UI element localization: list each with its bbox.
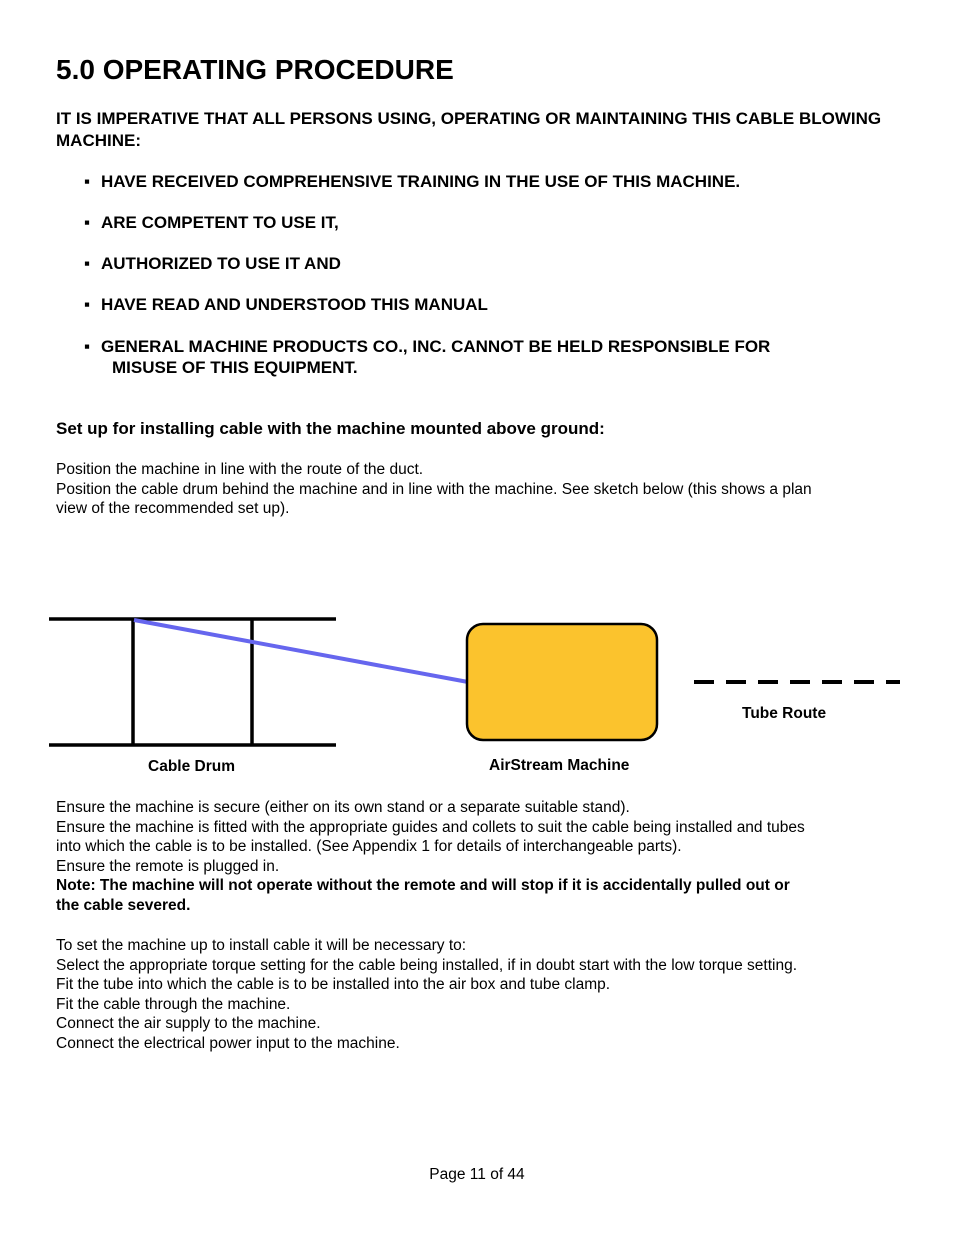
text-line: into which the cable is to be installed. (See Appendix 1 for details of interchangeable parts). — [56, 838, 682, 855]
bullet-marker: ▪ — [84, 254, 91, 273]
cable-drum-label: Cable Drum — [148, 758, 235, 775]
bullet-text: ARE COMPETENT TO USE IT, — [101, 213, 339, 232]
cable-drum — [49, 619, 336, 745]
bullet-marker: ▪ — [84, 172, 91, 191]
text-line: Ensure the machine is secure (either on its own stand or a separate suitable stand). — [56, 799, 630, 816]
bullet-item — [84, 212, 884, 233]
bullet-item — [84, 171, 884, 192]
text-line: To set the machine up to install cable it will be necessary to: — [56, 937, 467, 954]
note-line: the cable severed. — [56, 896, 191, 914]
bullet-marker: ▪ — [84, 213, 91, 232]
text-line: Fit the tube into which the cable is to be installed into the air box and tube clamp. — [56, 976, 611, 993]
bullet-marker: ▪ — [84, 337, 91, 356]
text-line: Select the appropriate torque setting for the cable being installed, if in doubt start with the low torque setting. — [56, 956, 798, 974]
bullet-text: HAVE RECEIVED COMPREHENSIVE TRAINING IN THE USE OF THIS MACHINE. — [101, 172, 741, 191]
text-line: view of the recommended set up). — [56, 500, 290, 517]
cable-line — [134, 620, 468, 682]
bullet-marker: ▪ — [84, 295, 91, 314]
tube-route-label: Tube Route — [742, 705, 827, 722]
bullet-text: HAVE READ AND UNDERSTOOD THIS MANUAL — [101, 295, 488, 314]
text-line: Position the machine in line with the route of the duct. — [56, 461, 424, 478]
bullet-item — [84, 336, 884, 378]
text-line: Ensure the remote is plugged in. — [56, 857, 280, 875]
setup-diagram — [0, 600, 954, 790]
setup-instructions — [56, 460, 906, 519]
page-title: 5.0 OPERATING PROCEDURE — [56, 54, 454, 85]
airstream-machine-box — [467, 624, 657, 740]
bullet-item — [84, 294, 884, 315]
bullet-text-continued: MISUSE OF THIS EQUIPMENT. — [112, 358, 358, 377]
page-number: Page 11 of 44 — [429, 1166, 525, 1183]
bullet-item — [84, 253, 884, 274]
text-line: Connect the electrical power input to the machine. — [56, 1034, 400, 1052]
intro-statement: IT IS IMPERATIVE THAT ALL PERSONS USING, OPERATING OR MAINTAINING THIS CABLE BLOWING MACHINE: — [56, 109, 882, 150]
text-line: Ensure the machine is fitted with the appropriate guides and collets to suit the cable being installed and tubes — [56, 818, 805, 836]
ensure-instructions — [56, 798, 906, 915]
airstream-machine-label: AirStream Machine — [489, 757, 630, 774]
setup-heading: Set up for installing cable with the machine mounted above ground: — [56, 419, 605, 438]
text-line: Fit the cable through the machine. — [56, 995, 291, 1013]
bullet-text: AUTHORIZED TO USE IT AND — [101, 254, 341, 273]
text-line: Connect the air supply to the machine. — [56, 1015, 321, 1032]
setup-steps — [56, 936, 906, 1053]
note-line: Note: The machine will not operate without the remote and will stop if it is accidentally pulled out or — [56, 877, 790, 894]
bullet-text: GENERAL MACHINE PRODUCTS CO., INC. CANNOT BE HELD RESPONSIBLE FOR — [101, 337, 771, 356]
text-line: Position the cable drum behind the machine and in line with the machine. See sketch below (this shows a plan — [56, 480, 812, 498]
